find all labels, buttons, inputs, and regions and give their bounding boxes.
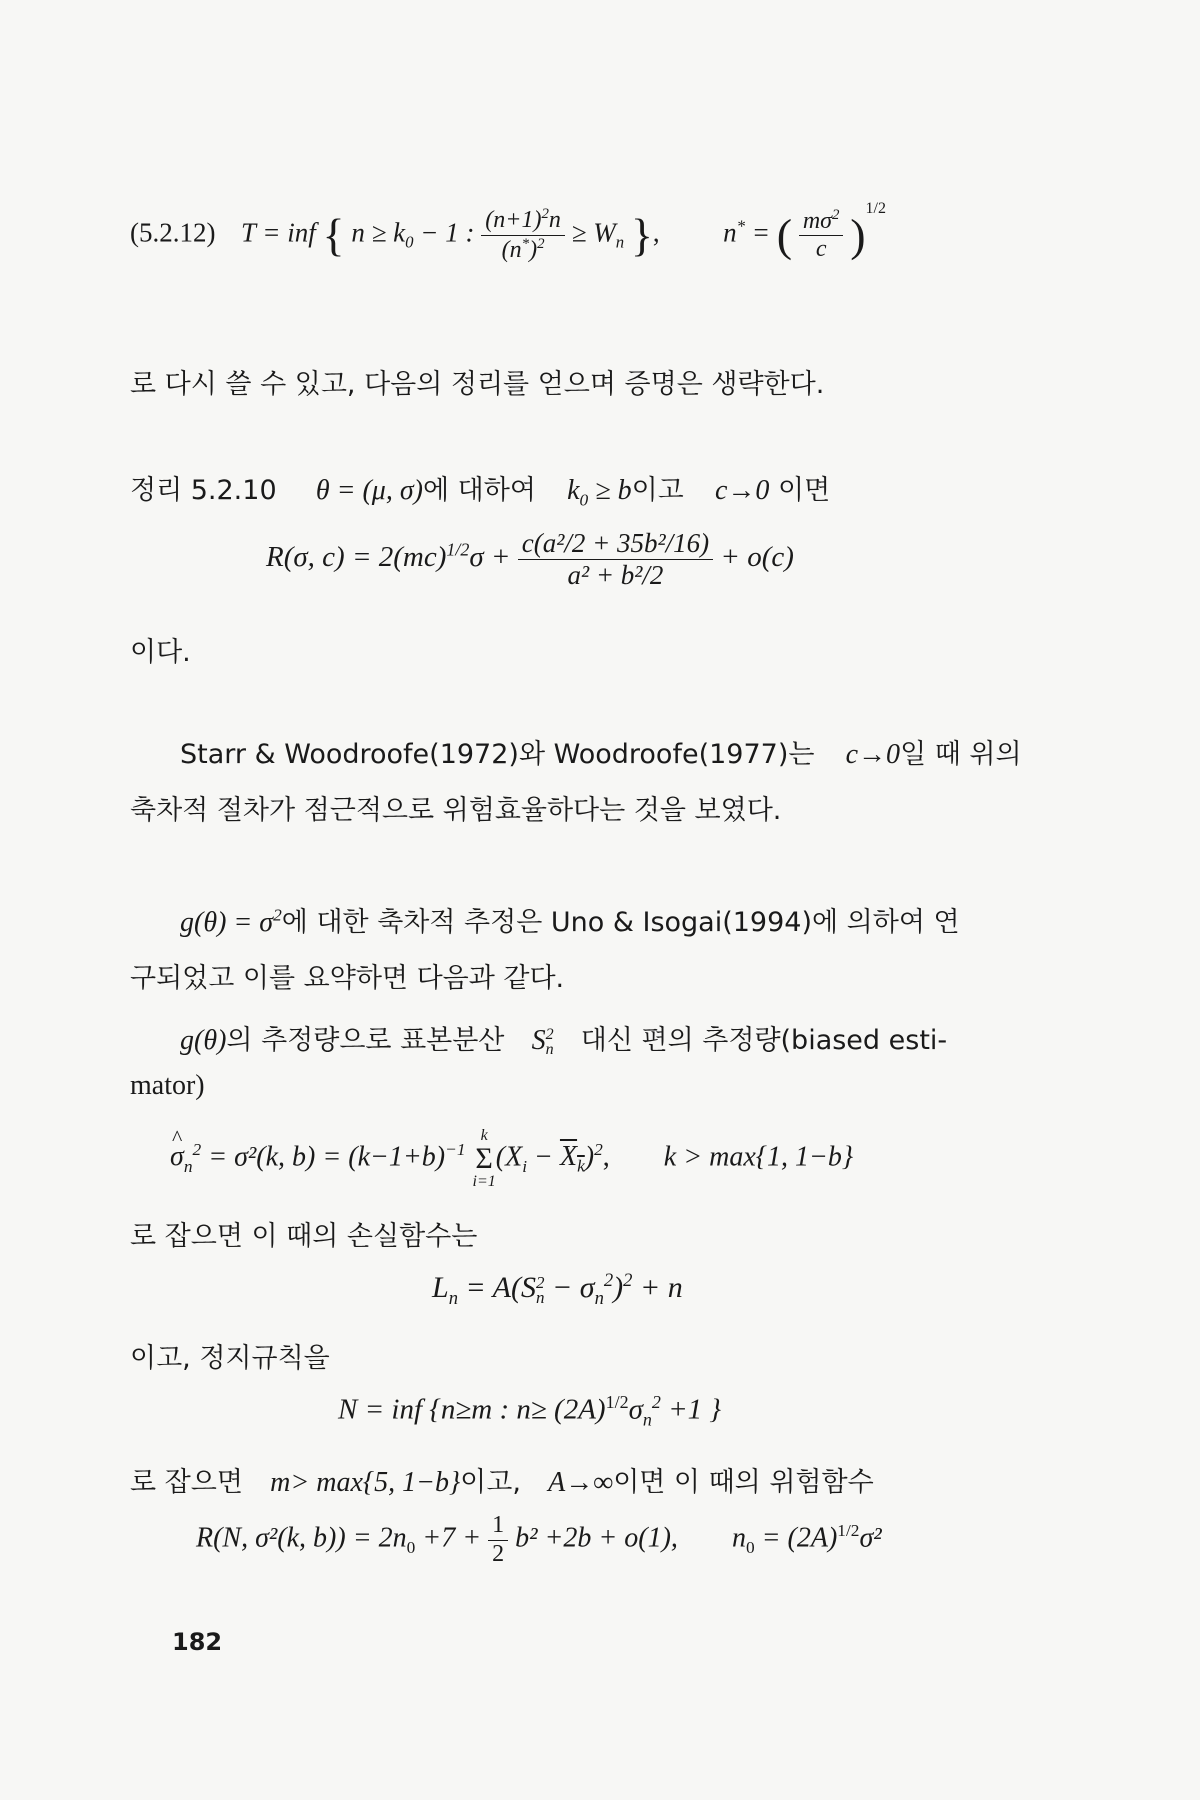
sum-top: k [480, 1127, 488, 1144]
theorem-cond1-rest: ≥ b [588, 475, 632, 506]
right-brace: } [630, 209, 653, 261]
paragraph-restated: 로 다시 쓸 수 있고, 다음의 정리를 얻으며 증명은 생략한다. [130, 369, 825, 400]
sigma-cond: k > max{1, 1−b} [663, 1141, 854, 1173]
riskfn-frac-den: 2 [492, 1540, 505, 1567]
set-cond-sub: 0 [405, 232, 414, 252]
theorem-cond1: k [567, 475, 580, 506]
paragraph-estimator-line2 [130, 1070, 205, 1102]
theorem-text-2: 이고 [631, 475, 684, 506]
loss-s-sup: 2 [536, 1272, 545, 1292]
n0-sup: 1/2 [837, 1521, 860, 1541]
risk-text-a: 로 잡으면 [130, 1467, 243, 1498]
stopping-sig-sub: n [642, 1409, 652, 1430]
frac-num-sup: 2 [541, 206, 549, 222]
theorem-cond2: c→0 [714, 475, 770, 506]
risk-math-1: m> max{5, 1−b} [270, 1467, 461, 1498]
sigma-body-sub: i [522, 1157, 528, 1177]
risk-fraction [518, 528, 713, 591]
sum-bottom: i=1 [472, 1173, 496, 1190]
equation-sigma-hat: ^ $\sigma_n^2 = \sigma^2(k$, $b) = (k-1+b)^{-1}$ k Σ i=1 $(X_i - X_k)^2$, k > max{1, 1−b} [170, 1128, 853, 1190]
sigma-hat: σ [170, 1141, 184, 1173]
loss-sig-sub: n [594, 1288, 604, 1309]
paragraph-starr-line2: 축차적 절차가 점근적으로 위험효율하다는 것을 보였다. [130, 795, 782, 826]
exponent: 1/2 [865, 200, 886, 218]
risk-den: a² + b²/2 [567, 560, 664, 591]
sigma-mid-sup: −1 [445, 1140, 466, 1160]
nstar-eq: = [745, 217, 777, 248]
left-paren: ( [776, 209, 793, 261]
x-bar: X [559, 1141, 578, 1173]
risk-lhs: R(σ, c) = 2(mc) [266, 541, 447, 574]
loss-lhs: L [432, 1271, 449, 1304]
theorem-statement [130, 468, 830, 511]
sigma-body-minus: − [527, 1141, 560, 1173]
nstar: n [723, 217, 737, 248]
sigma-body: (X [495, 1141, 523, 1173]
frac-den: (n [501, 236, 522, 263]
riskfn-lhs-sub: 0 [406, 1538, 416, 1558]
theorem-title: 정리 5.2.10 [130, 475, 277, 506]
m-fraction [799, 207, 844, 264]
sample-var: S [531, 1025, 546, 1056]
risk-text-c: 이면 이 때의 위험함수 [613, 1467, 874, 1498]
paragraph-risk [130, 1460, 874, 1499]
paragraph-loss: 로 잡으면 이 때의 손실함수는 [130, 1221, 478, 1252]
summation [473, 1128, 496, 1190]
risk-num: c(a²/2 + 35b²/16) [518, 528, 713, 560]
frac-num: (n+1) [485, 207, 542, 233]
right-paren: ) [850, 209, 866, 261]
riskfn-rest: b² +2b + o(1), [515, 1522, 678, 1554]
loss-end-sup: 2 [623, 1270, 633, 1291]
risk-lhs-rest: σ + [469, 541, 511, 574]
loss-tail: + n [632, 1271, 683, 1304]
stopping-lhs: N = inf {n≥m : n≥ (2A) [338, 1393, 606, 1426]
frac-den-rest: ) [529, 236, 538, 263]
frac-den-sup: * [521, 235, 530, 252]
n0-end: σ² [859, 1522, 882, 1554]
sigma-hat-sub: n [183, 1157, 193, 1177]
left-brace: { [322, 209, 345, 261]
fraction [481, 206, 565, 264]
n0-rest: = (2A) [754, 1522, 838, 1554]
equation-risk [266, 528, 794, 591]
uno-math-sup: 2 [273, 905, 282, 925]
riskfn-mid: +7 + [415, 1522, 482, 1554]
loss-lhs-sub: n [448, 1288, 458, 1309]
theorem-theta: θ = (μ, σ) [315, 475, 423, 506]
stopping-sig-sup: 2 [651, 1392, 661, 1412]
theorem-text-1: 에 대하여 [422, 475, 536, 506]
sum-symbol: Σ [475, 1142, 493, 1175]
set-cond: n ≥ k [351, 217, 406, 248]
n0: n [731, 1522, 746, 1554]
loss-sig-sup: 2 [603, 1270, 614, 1291]
riskfn-fraction [488, 1512, 508, 1568]
set-cond-rest: − 1 : [413, 217, 475, 248]
estimator-text-a: 의 추정량으로 표본분산 [226, 1025, 505, 1056]
sigma-body-end: ) [584, 1141, 595, 1173]
theorem-cond1-sub: 0 [579, 490, 589, 510]
equation-5-2-12: (5.2.12) T = inf { $n \ge k_0 - 1$ : $\frac{(n+1)^2n}{(n^*)^2}$ ≥ $W_n$ }, n* = ( $\frac{m\sigma^2}{c}$ )$^{1/2}$ [130, 200, 886, 263]
stopping-tail: +1 } [660, 1393, 722, 1426]
estimator-line2: mator) [130, 1070, 205, 1101]
sigma-mid: = σ²(k, b) = (k−1+b) [208, 1141, 446, 1173]
frac-num-rest: n [548, 207, 561, 233]
x-bar-sub: k [577, 1157, 585, 1177]
loss-s-sub: n [536, 1288, 545, 1308]
starr-math: c→0 [845, 739, 901, 770]
n0-sub: 0 [745, 1538, 755, 1558]
nstar-sup: * [736, 216, 746, 236]
rhs-sub: n [615, 232, 625, 252]
paragraph-uno-line2: 구되었고 이를 요약하면 다음과 같다. [130, 963, 565, 994]
paragraph-stopping: 이고, 정지규칙을 [130, 1343, 330, 1374]
sample-var-sup: 2 [545, 1026, 554, 1044]
loss-end: ) [613, 1271, 624, 1304]
riskfn-lhs: R(N, σ²(k, b)) = 2n [196, 1522, 407, 1554]
starr-text-a: Starr & Woodroofe(1972)와 Woodroofe(1977)는 [180, 739, 815, 770]
sigma-body-sup: 2 [594, 1140, 603, 1160]
risk-math-2: A→∞ [548, 1467, 614, 1498]
theorem-text-3: 이면 [777, 475, 831, 506]
sigma-hat-sup: 2 [192, 1140, 202, 1160]
uno-text: 에 대한 축차적 추정은 Uno & Isogai(1994)에 의하여 연 [281, 907, 960, 938]
m-den: c [815, 236, 827, 263]
m-num: mσ [802, 207, 833, 234]
starr-text-b: 일 때 위의 [900, 739, 1022, 770]
estimator-text-b: 대신 편의 추정량(biased esti- [580, 1025, 948, 1056]
paragraph-estimator [180, 1018, 947, 1057]
equation-loss [432, 1270, 683, 1310]
eq-lhs: T = inf [240, 217, 316, 248]
risk-tail: + o(c) [720, 541, 794, 574]
equation-risk-function [196, 1512, 882, 1568]
paragraph-ida: 이다. [130, 637, 191, 668]
equation-stopping [338, 1392, 721, 1430]
loss-mid: = A(S [457, 1271, 537, 1304]
frac-den-sup2: 2 [537, 235, 545, 252]
uno-math: g(θ) = σ [180, 907, 274, 938]
sample-var-sub: n [545, 1040, 554, 1058]
page-number: 182 [172, 1628, 223, 1656]
equation-label: (5.2.12) [130, 217, 216, 248]
risk-lhs-sup: 1/2 [446, 539, 470, 560]
paragraph-starr [180, 732, 1022, 771]
loss-minus: − σ [544, 1271, 595, 1304]
m-num-sup: 2 [832, 206, 840, 223]
stopping-sup: 1/2 [605, 1392, 629, 1412]
stopping-sig: σ [628, 1393, 643, 1426]
rhs: ≥ W [571, 217, 616, 248]
risk-text-b: 이고, [460, 1467, 521, 1498]
riskfn-frac-num: 1 [488, 1512, 508, 1541]
paragraph-uno [180, 900, 960, 939]
estimator-math: g(θ) [180, 1025, 227, 1056]
